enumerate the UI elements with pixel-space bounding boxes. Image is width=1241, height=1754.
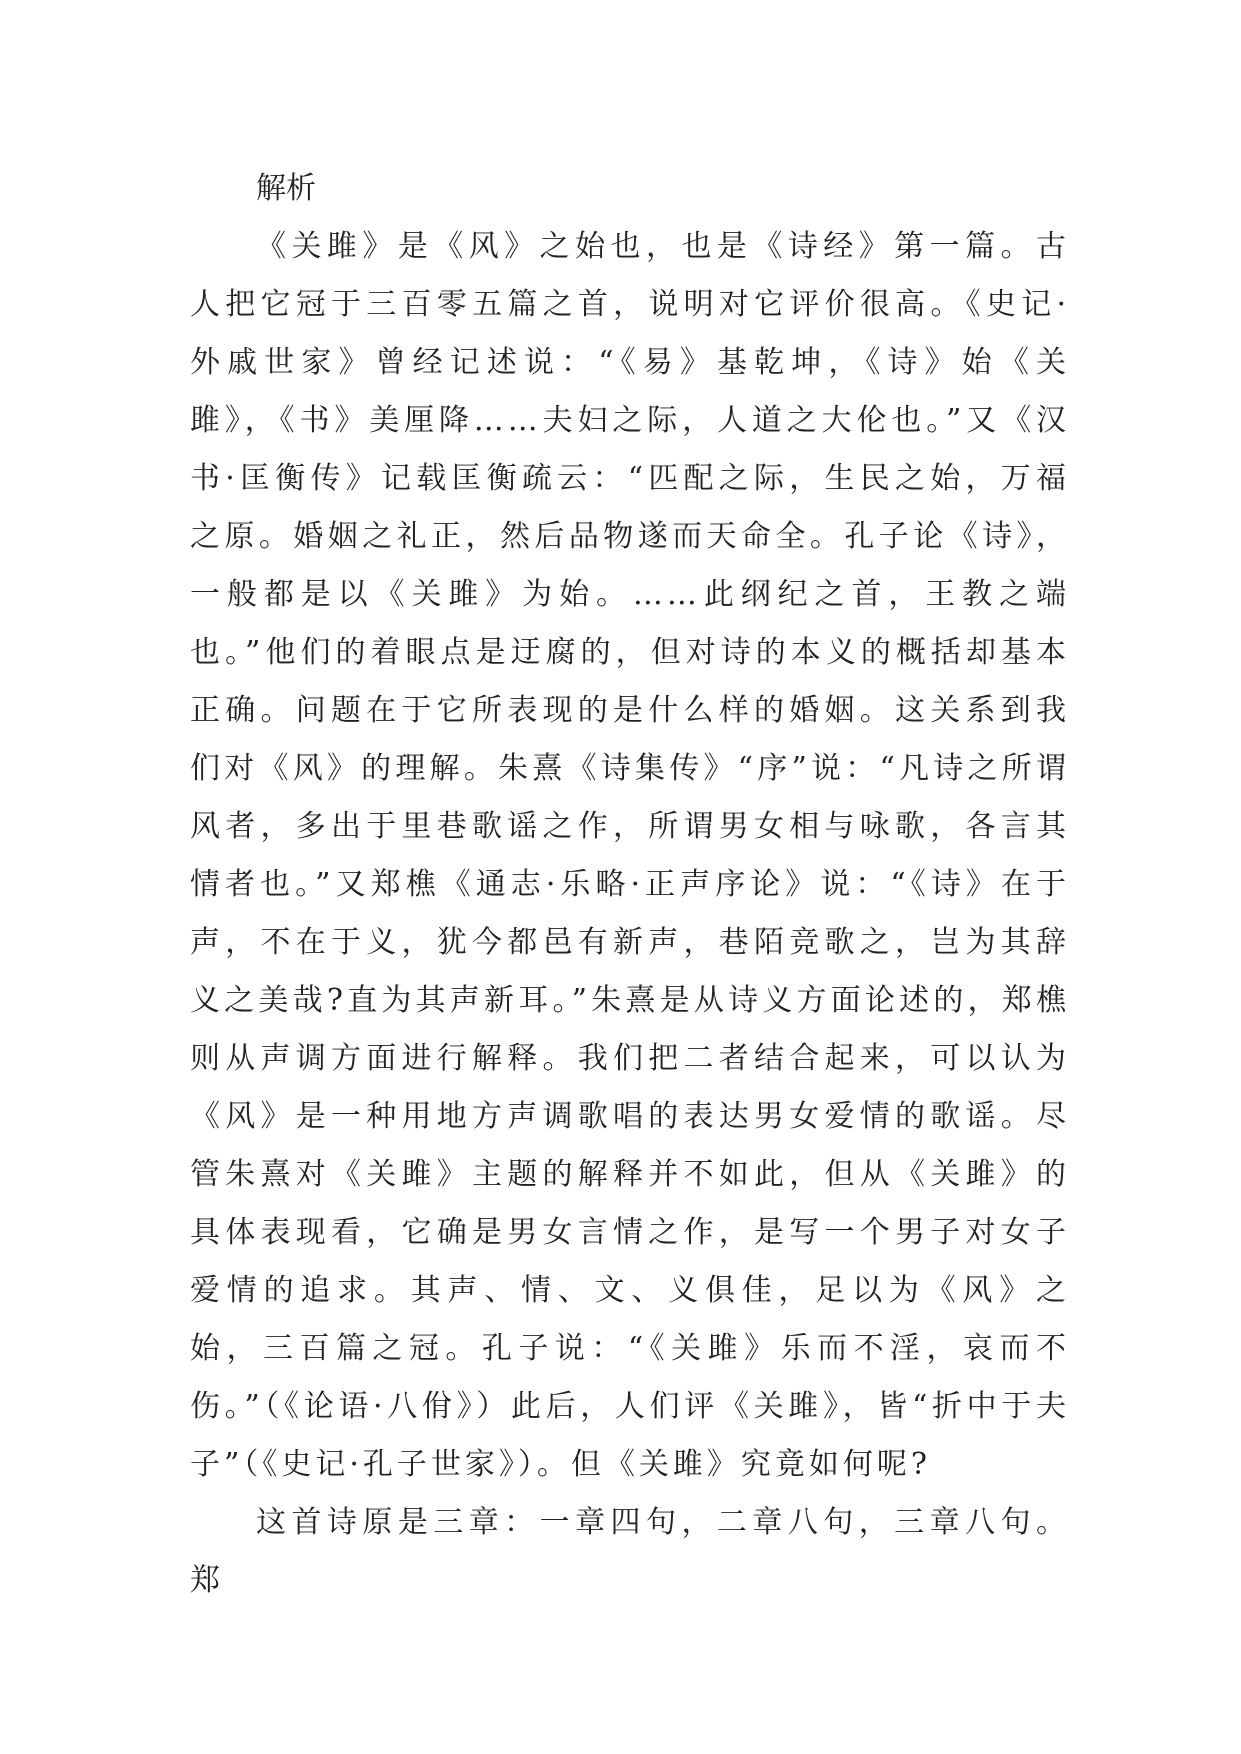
section-heading: 解析 (256, 171, 316, 206)
paragraph-structure: 这首诗原是三章：一章四句，二章八句，三章八句。郑 (190, 1505, 1070, 1598)
document-body (190, 160, 1070, 1610)
paragraph-analysis: 《关雎》是《风》之始也，也是《诗经》第一篇。古人把它冠于三百零五篇之首，说明对它评价很高。《史记·外戚世家》曾经记述说：“《易》基乾坤，《诗》始《关雎》，《书》美厘降……夫妇之际，人道之大伦也。”又《汉书·匡衡传》记载匡衡疏云：“匹配之际，生民之始，万福之原。婚姻之礼正，然后品物遂而天命全。孔子论《诗》，一般都是以《关雎》为始。……此纲纪之首，王教之端也。”他们的着眼点是迂腐的，但对诗的本义的概括却基本正确。问题在于它所表现的是什么样的婚姻。这关系到我们对《风》的理解。朱熹《诗集传》“序”说：“凡诗之所谓风者，多出于里巷歌谣之作，所谓男女相与咏歌，各言其情者也。”又郑樵《通志·乐略·正声序论》说：“《诗》在于声，不在于义，犹今都邑有新声，巷陌竞歌之，岂为其辞义之美哉?直为其声新耳。”朱熹是从诗义方面论述的，郑樵则从声调方面进行解释。我们把二者结合起来，可以认为《风》是一种用地方声调歌唱的表达男女爱情的歌谣。尽管朱熹对《关雎》主题的解释并不如此，但从《关雎》的具体表现看，它确是男女言情之作，是写一个男子对女子爱情的追求。其声、情、文、义俱佳，足以为《风》之始，三百篇之冠。孔子说：“《关雎》乐而不淫，哀而不伤。”（《论语·八佾》）此后，人们评《关雎》，皆“折中于夫子”（《史记·孔子世家》）。但《关雎》究竟如何呢? (190, 229, 1070, 1482)
